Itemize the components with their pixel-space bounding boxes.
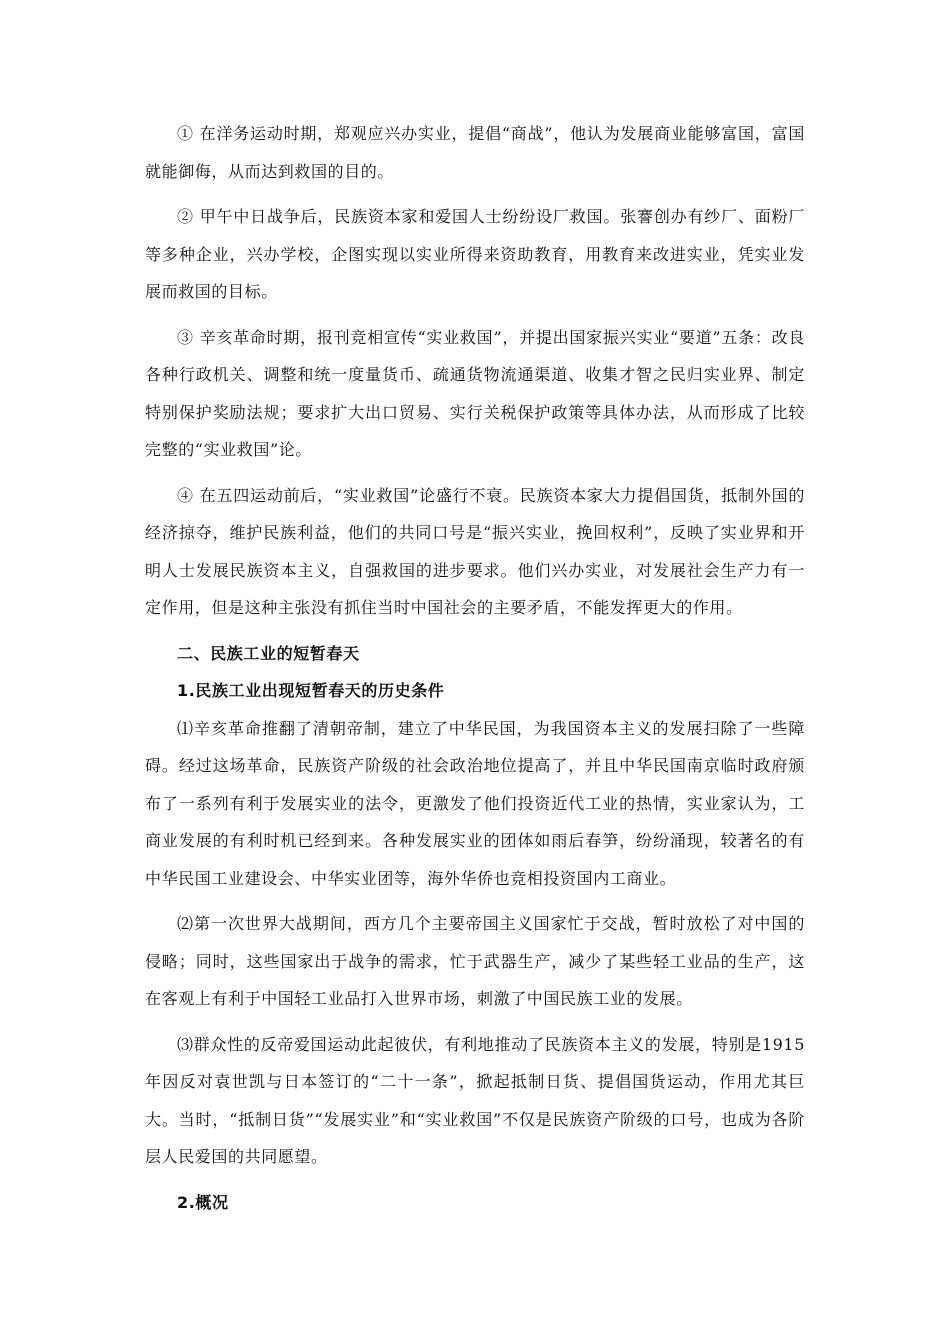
section-heading: 二、民族工业的短暂春天: [177, 643, 360, 663]
paragraph-condition-2: ⑵第一次世界大战期间，西方几个主要帝国主义国家忙于交战，暂时放松了对中国的侵略；同时，这些国家出于战争的需求，忙于武器生产，减少了某些轻工业品的生产，这在客观上有利于中国轻工业品打入世界市场，刺激了中国民族工业的发展。: [145, 914, 805, 1008]
paragraph-condition-3: ⑶群众性的反帝爱国运动此起彼伏，有利地推动了民族资本主义的发展，特别是1915年因反对袁世凯与日本签订的“二十一条”，掀起抵制日货、提倡国货运动，作用尤其巨大。当时，“抵制日货”“发展实业”和“实业救国”不仅是民族资产阶级的口号，也成为各阶层人民爱国的共同愿望。: [145, 1034, 805, 1166]
document-page: [145, 115, 805, 1221]
paragraph-item-2: ② 甲午中日战争后，民族资本家和爱国人士纷纷设厂救国。张謇创办有纱厂、面粉厂等多种企业，兴办学校，企图实现以实业所得来资助教育，用教育来改进实业，凭实业发展而救国的目标。: [145, 207, 805, 301]
paragraph-item-1: ① 在洋务运动时期，郑观应兴办实业，提倡“商战”，他认为发展商业能够富国，富国就能御侮，从而达到救国的目的。: [145, 124, 805, 181]
subsection-heading-1: 1.民族工业出现短暂春天的历史条件: [177, 681, 445, 700]
paragraph-item-4: ④ 在五四运动前后，“实业救国”论盛行不衰。民族资本家大力提倡国货，抵制外国的经济掠夺，维护民族利益，他们的共同口号是“振兴实业，挽回权利”，反映了实业界和开明人士发展民族资本主义，自强救国的进步要求。他们兴办实业，对发展社会生产力有一定作用，但是这种主张没有抓住当时中国社会的主要矛盾，不能发挥更大的作用。: [145, 485, 805, 617]
paragraph-condition-1: ⑴辛亥革命推翻了清朝帝制，建立了中华民国，为我国资本主义的发展扫除了一些障碍。经过这场革命，民族资产阶级的社会政治地位提高了，并且中华民国南京临时政府颁布了一系列有利于发展实业的法令，更激发了他们投资近代工业的热情，实业家认为，工商业发展的有利时机已经到来。各种发展实业的团体如雨后春笋，纷纷涌现，较著名的有中华民国工业建设会、中华实业团等，海外华侨也竞相投资国内工商业。: [145, 718, 805, 888]
paragraph-item-3: ③ 辛亥革命时期，报刊竞相宣传“实业救国”，并提出国家振兴实业“要道”五条：改良各种行政机关、调整和统一度量货币、疏通货物流通渠道、收集才智之民归实业界、制定特别保护奖励法规；要求扩大出口贸易、实行关税保护政策等具体办法，从而形成了比较完整的“实业救国”论。: [145, 327, 805, 459]
subsection-heading-2: 2.概况: [177, 1192, 229, 1212]
